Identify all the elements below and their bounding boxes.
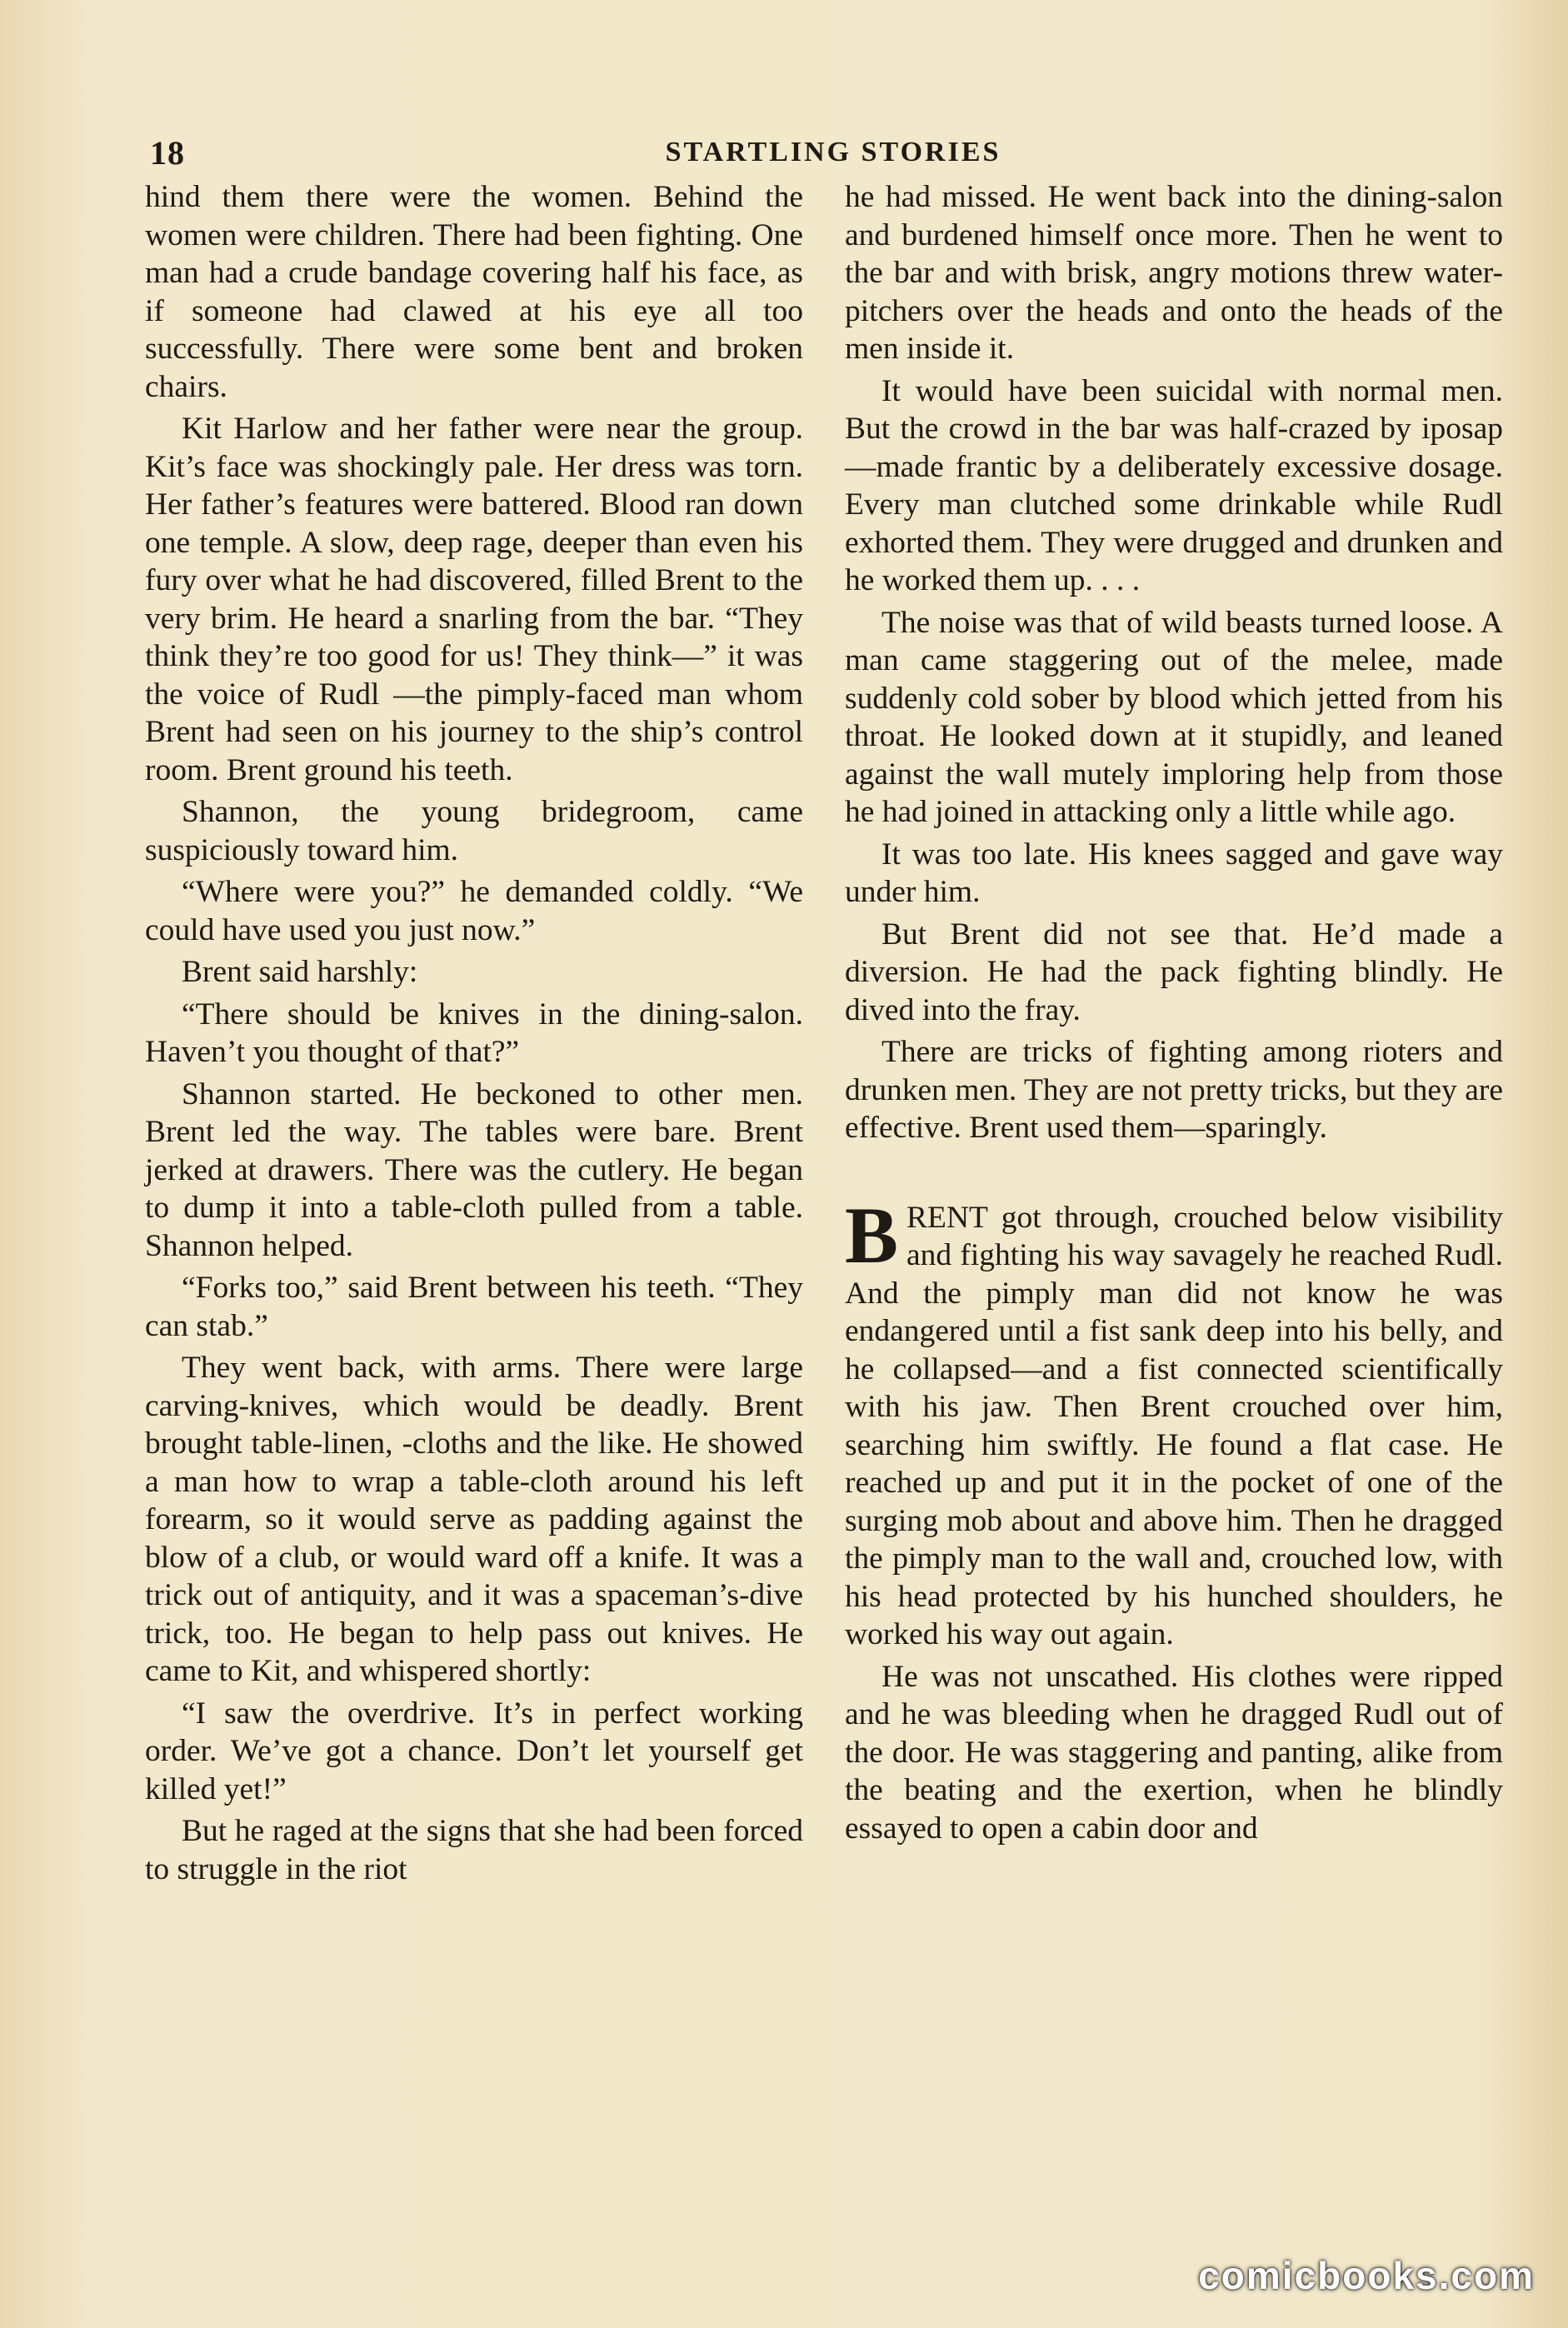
paragraph: hind them there were the women. Behind the women were children. There had been fighting. One man had a crude bandage covering half his face, as if someone had clawed at his eye all too successfully. There were some bent and broken chairs.: [145, 180, 803, 404]
paragraph: “There should be knives in the dining-salon. Haven’t you thought of that?”: [145, 997, 803, 1069]
left-column: [145, 178, 803, 1892]
page-header: [150, 133, 1516, 183]
paragraph: “I saw the overdrive. It’s in perfect working order. We’ve got a chance. Don’t let yourself get killed yet!”: [145, 1696, 803, 1806]
paragraph: The noise was that of wild beasts turned loose. A man came staggering out of the melee, made suddenly cold sober by blood which jetted from his throat. He looked down at it stupidly, and leaned against the wall mutely imploring help from those he had joined in attacking only a little while ago.: [845, 605, 1503, 829]
paragraph: It would have been suicidal with normal men. But the crowd in the bar was half-crazed by iposap—made frantic by a deliberately excessive dosage. Every man clutched some drinkable while Rudl exhorted them. They were drugged and drunken and he worked them up. . . .: [845, 373, 1503, 597]
paragraph: But he raged at the signs that she had been forced to struggle in the riot: [145, 1814, 803, 1886]
paragraph: “Where were you?” he demanded coldly. “We could have used you just now.”: [145, 875, 803, 947]
section-opening-text: RENT got through, crouched below visibility and fighting his way savagely he reached Rudl. And the pimply man did not know he was endangered until a fist sank deep into his belly, and he collapsed—and a fist connected scientifically with his jaw. Then Brent crouched over him, searching him swiftly. He found a flat case. He reached up and put it in the pocket of one of the surging mob about and above him. Then he dragged the pimply man to the wall and, crouched low, with his head protected by his hunched shoulders, he worked his way out again.: [845, 1200, 1503, 1651]
paragraph: He was not unscathed. His clothes were ripped and he was bleeding when he dragged Rudl out of the door. He was staggering and panting, alike from the beating and the exertion, when he blindly essayed to open a cabin door and: [845, 1659, 1503, 1846]
paragraph: But Brent did not see that. He’d made a diversion. He had the pack fighting blindly. He dived into the fray.: [845, 917, 1503, 1027]
running-title: STARTLING STORIES: [665, 137, 1001, 167]
right-column: [845, 178, 1503, 1851]
paragraph: Shannon started. He beckoned to other men. Brent led the way. The tables were bare. Brent jerked at drawers. There was the cutlery. He began to dump it into a table-cloth pulled from a table. Shannon helped.: [145, 1077, 803, 1263]
section-opening-paragraph: [845, 1190, 1503, 1654]
paragraph: They went back, with arms. There were large carving-knives, which would be deadly. Brent brought table-linen, -cloths and the like. He showed a man how to wrap a table-cloth around his left forearm, so it would serve as padding against the blow of a club, or would ward off a knife. It was a trick out of antiquity, and it was a spaceman’s-dive trick, too. He began to help pass out knives. He came to Kit, and whispered shortly:: [145, 1351, 803, 1688]
page-number: 18: [150, 134, 185, 172]
drop-cap: B: [845, 1190, 899, 1280]
paragraph: Shannon, the young bridegroom, came suspiciously toward him.: [145, 795, 803, 867]
paragraph: Kit Harlow and her father were near the group. Kit’s face was shockingly pale. Her dress was torn. Her father’s features were battered. Blood ran down one temple. A slow, deep rage, deeper than even his fury over what he had discovered, filled Brent to the very brim. He heard a snarling from the bar. “They think they’re too good for us! They think—” it was the voice of Rudl —the pimply-faced man whom Brent had seen on his journey to the ship’s control room. Brent ground his teeth.: [145, 412, 803, 787]
paragraph: Brent said harshly:: [182, 955, 418, 989]
paragraph: he had missed. He went back into the dining-salon and burdened himself once more. Then he went to the bar and with brisk, angry motions threw water-pitchers over the heads and onto the heads of the men inside it.: [845, 180, 1503, 366]
paragraph: There are tricks of fighting among rioters and drunken men. They are not pretty tricks, but they are effective. Brent used them—sparingly.: [845, 1035, 1503, 1145]
watermark: comicbooks.com: [1198, 2254, 1535, 2297]
paragraph: “Forks too,” said Brent between his teeth. “They can stab.”: [145, 1271, 803, 1343]
paragraph: It was too late. His knees sagged and gave way under him.: [845, 837, 1503, 909]
